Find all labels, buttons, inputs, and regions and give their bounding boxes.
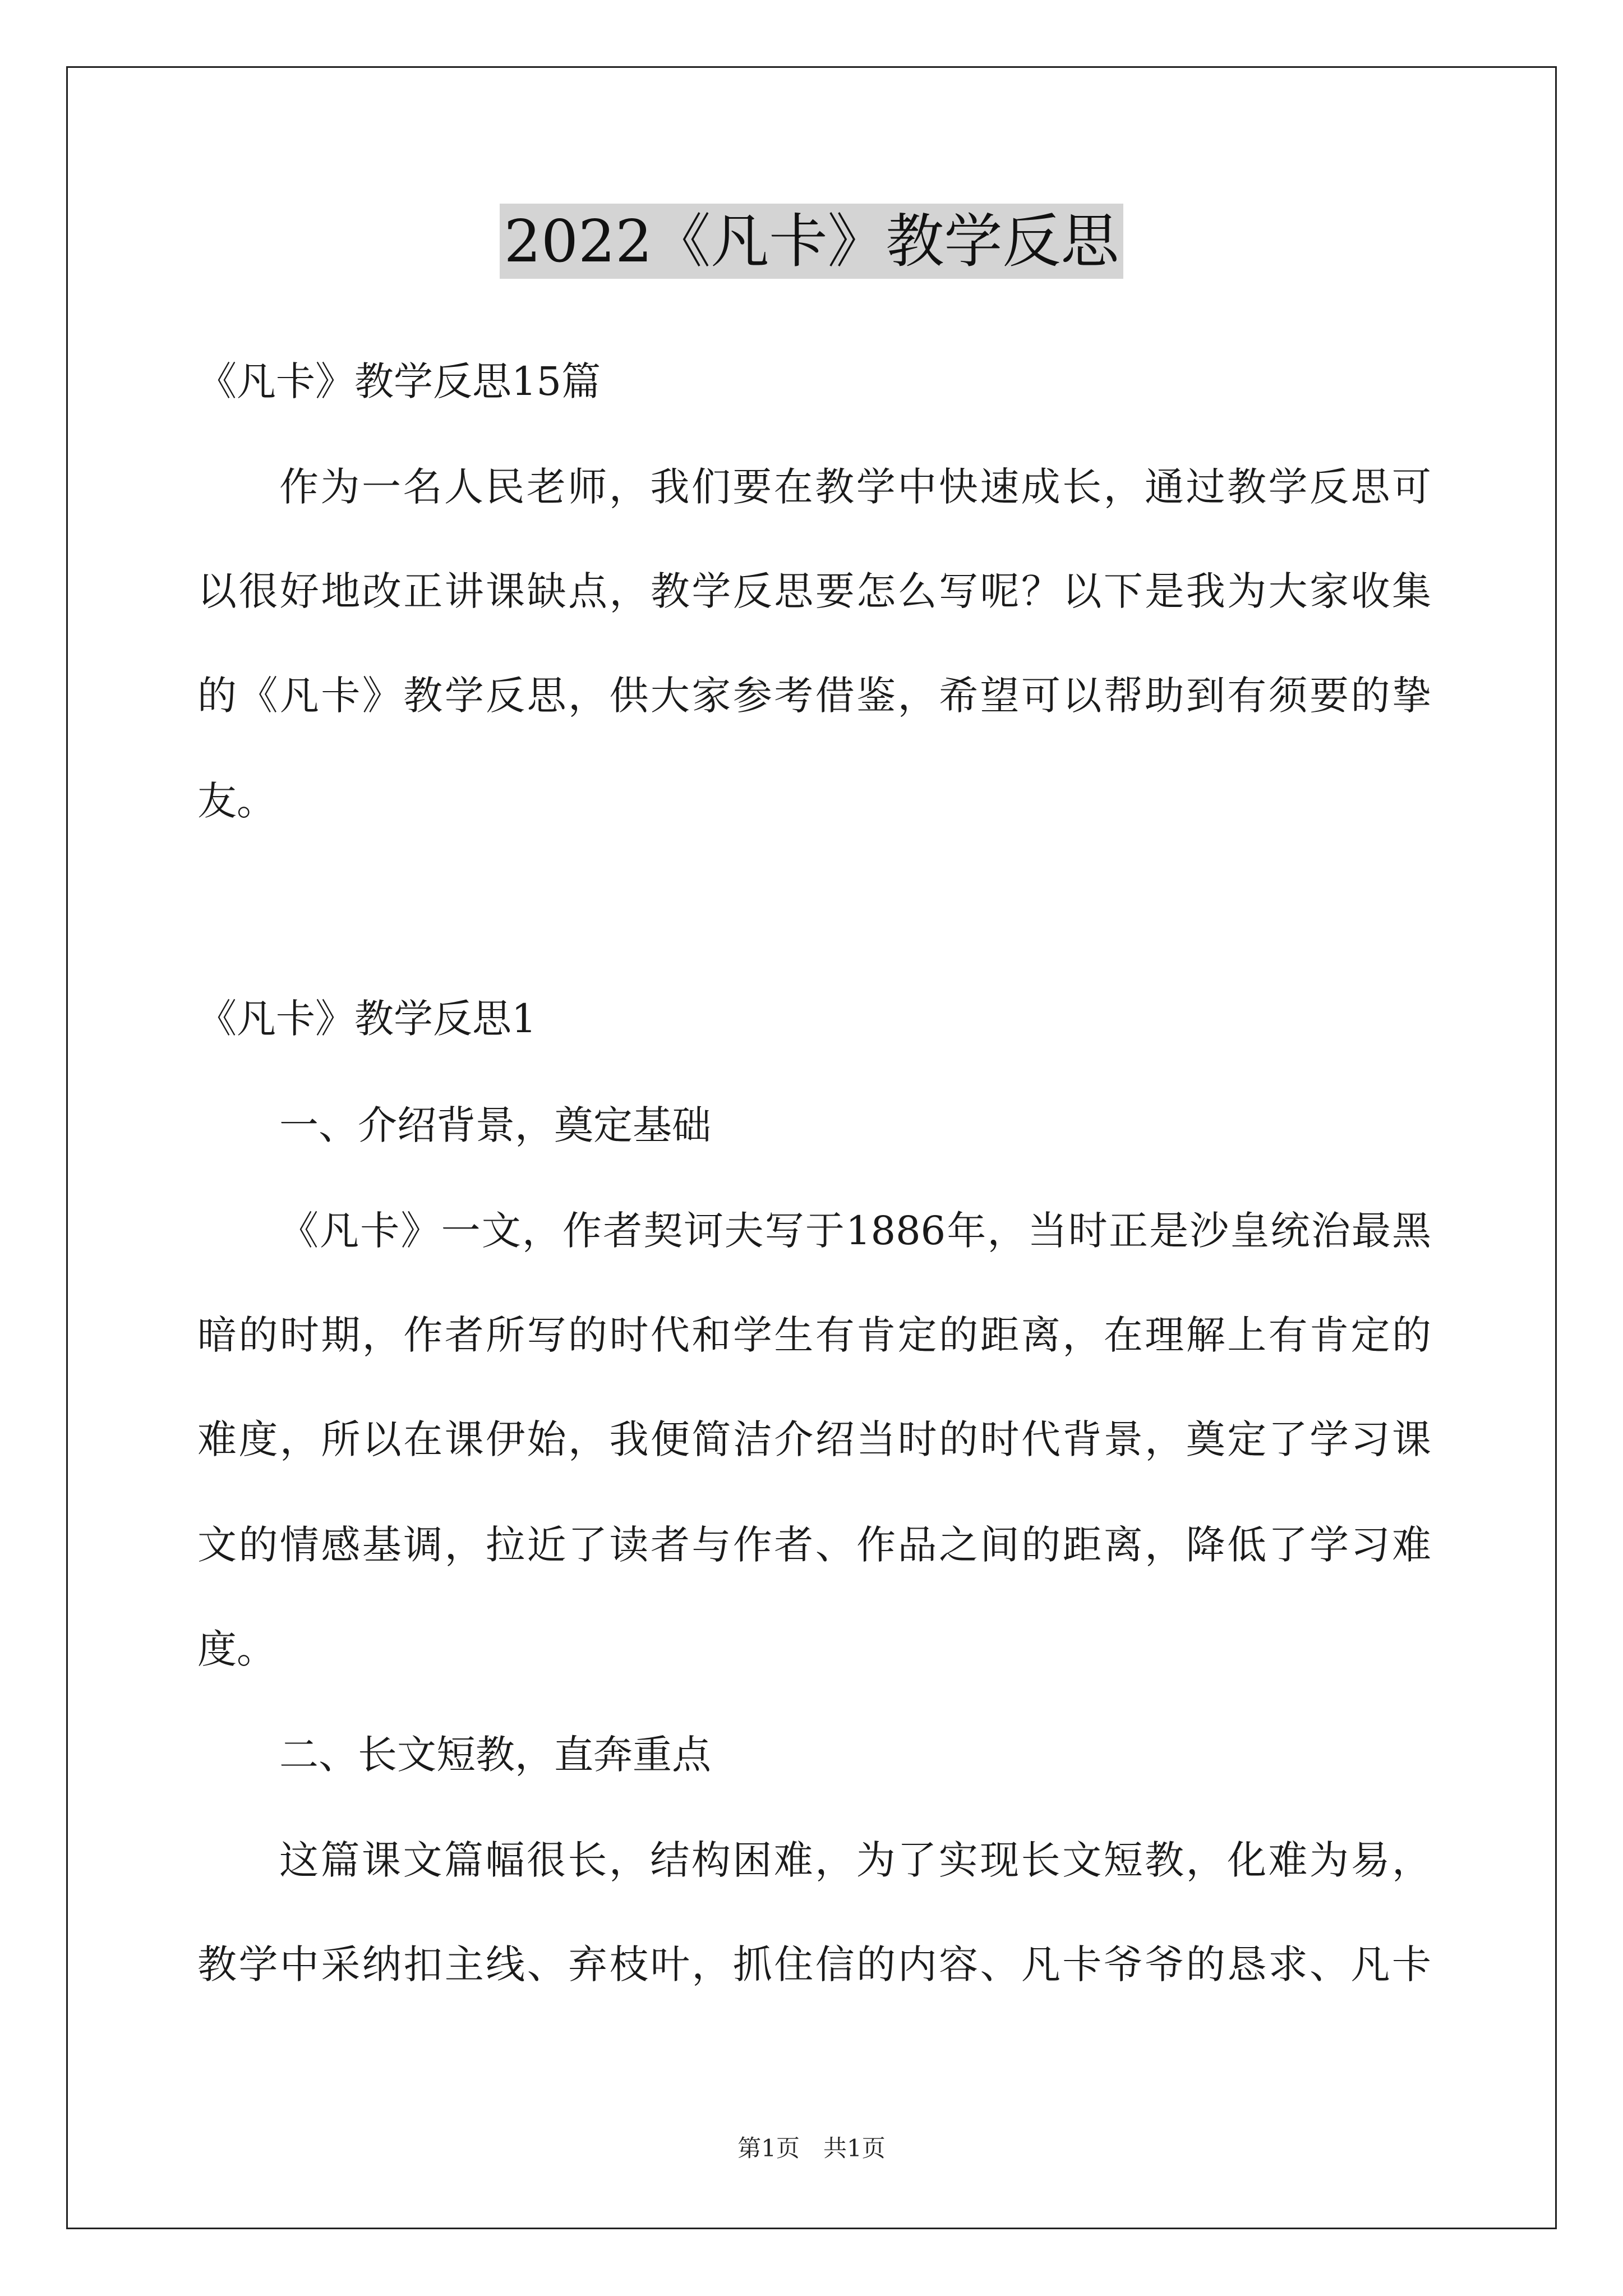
page-footer: 第1页 共1页: [737, 2134, 886, 2162]
paragraph-line: 《凡卡》一文，作者契诃夫写于1886年，当时正是沙皇统治最黑: [279, 1208, 1431, 1254]
paragraph-line: 的《凡卡》教学反思，供大家参考借鉴，希望可以帮助到有须要的挚: [197, 673, 1431, 719]
paragraph-line: 作为一名人民老师，我们要在教学中快速成长，通过教学反思可: [279, 464, 1431, 510]
document-title: 2022《凡卡》教学反思: [0, 203, 1623, 279]
paragraph-line: 以很好地改正讲课缺点，教学反思要怎么写呢？以下是我为大家收集: [197, 568, 1431, 614]
paragraph-line: 难度，所以在课伊始，我便简洁介绍当时的时代背景，奠定了学习课: [197, 1416, 1431, 1462]
paragraph-line: 文的情感基调，拉近了读者与作者、作品之间的距离，降低了学习难: [197, 1522, 1431, 1568]
subheading: 一、介绍背景，奠定基础: [279, 1102, 711, 1148]
paragraph-line: 这篇课文篇幅很长，结构困难，为了实现长文短教，化难为易，: [279, 1837, 1431, 1883]
section-heading: 《凡卡》教学反思1: [197, 996, 537, 1042]
subheading: 二、长文短教，直奔重点: [279, 1732, 711, 1778]
paragraph-line: 度。: [197, 1626, 276, 1672]
subtitle: 《凡卡》教学反思15篇: [197, 358, 601, 404]
paragraph-line: 教学中采纳扣主线、弃枝叶，抓住信的内容、凡卡爷爷的恳求、凡卡: [197, 1941, 1431, 1987]
paragraph-line: 友。: [197, 778, 276, 824]
paragraph-line: 暗的时期，作者所写的时代和学生有肯定的距离，在理解上有肯定的: [197, 1312, 1431, 1358]
